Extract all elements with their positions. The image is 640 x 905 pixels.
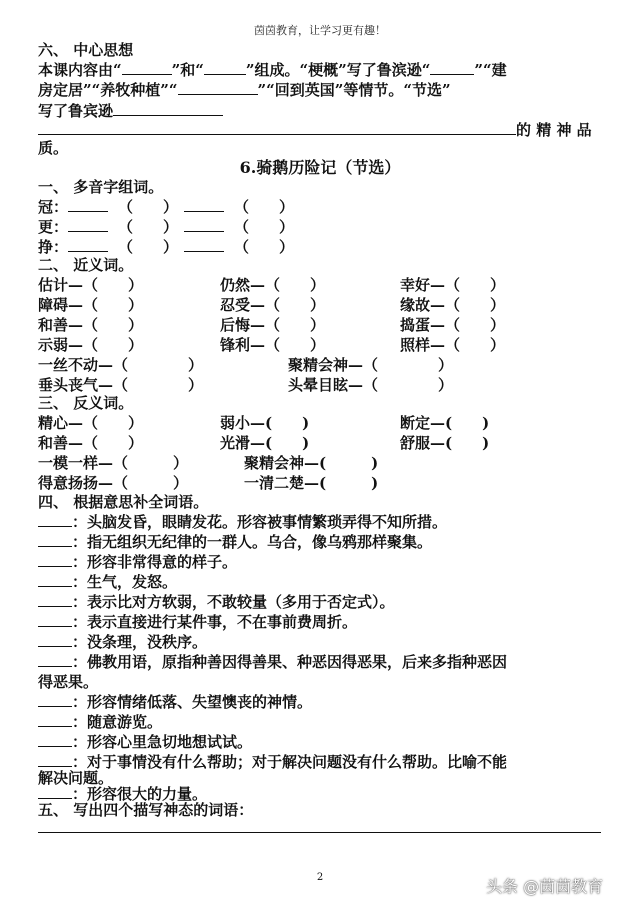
fill-blank[interactable] (184, 237, 224, 252)
antonym-item: 舒服—( ) (400, 434, 490, 452)
polyphone-row (38, 237, 294, 257)
synonym-item: 捣蛋—（ ） (400, 316, 506, 334)
antonym-item: 断定—( ) (400, 414, 490, 432)
section6-line3 (38, 101, 223, 121)
text: 写了鲁宾逊 (38, 102, 114, 120)
definition-text: ：没条理，没秩序。 (72, 633, 208, 651)
synonym-item: 锋利—（ ） (220, 336, 326, 354)
part4-heading: 四、 根据意思补全词语。 (38, 493, 209, 511)
answer-line[interactable] (38, 832, 601, 833)
fill-blank[interactable] (38, 120, 516, 135)
definition-wrap: 得恶果。 (38, 673, 99, 691)
text: 冠： (38, 198, 69, 216)
page-header: 茵茵教育，让学习更有趣！ (254, 24, 386, 37)
synonym-item: 忍受—（ ） (220, 296, 326, 314)
definition-text: ：头脑发昏，眼睛发花。形容被事情繁琐弄得不知所措。 (72, 513, 448, 531)
definition-text: ：表示比对方软弱，不敢较量（多用于否定式）。 (72, 593, 395, 611)
definition-text: ：形容非常得意的样子。 (72, 553, 238, 571)
fill-blank[interactable] (38, 512, 72, 527)
text: 的 精 神 品 (516, 121, 592, 139)
part5-heading: 五、 写出四个描写神态的词语： (38, 801, 254, 819)
definition-text: ：表示直接进行某件事，不在事前费周折。 (72, 613, 358, 631)
definition-text: ：形容情绪低落、失望懊丧的神情。 (72, 693, 313, 711)
text: ”“回到英国”等情节。“节选” (257, 81, 451, 99)
synonym-item: 示弱—（ ） (38, 336, 144, 354)
definition-item (38, 712, 162, 732)
definition-item (38, 612, 357, 632)
section6-line4 (38, 120, 592, 140)
polyphone-row (38, 217, 294, 237)
text: ”组成。“梗概”写了鲁滨逊“ (245, 61, 431, 79)
synonym-item: 幸好—（ ） (400, 276, 506, 294)
antonym-item: 精心—（ ） (38, 414, 144, 432)
synonym-item: 障碍—（ ） (38, 296, 144, 314)
polyphone-row (38, 197, 294, 217)
antonym-item: 光滑—( ) (220, 434, 310, 452)
text: 更： (38, 218, 69, 236)
synonym-item: 头晕目眩—（ ） (288, 376, 454, 394)
text: 房定居”“养牧种植”“ (38, 81, 178, 99)
antonym-item: 弱小—( ) (220, 414, 310, 432)
definition-item (38, 532, 432, 552)
synonym-item: 和善—（ ） (38, 316, 144, 334)
antonym-item: 和善—（ ） (38, 434, 144, 452)
section6-line5: 质。 (38, 139, 69, 157)
fill-blank[interactable] (113, 101, 223, 116)
fill-blank[interactable] (38, 552, 72, 567)
synonym-item: 照样—（ ） (400, 336, 506, 354)
text: ”“建 (474, 61, 507, 79)
fill-blank[interactable] (38, 652, 72, 667)
fill-blank[interactable] (68, 237, 108, 252)
definition-item (38, 692, 312, 712)
antonym-item: 一清二楚—( ) (244, 474, 379, 492)
fill-blank[interactable] (38, 692, 72, 707)
part1-heading: 一、 多音字组词。 (38, 178, 164, 196)
section6-line1 (38, 60, 507, 80)
synonym-item: 估计—（ ） (38, 276, 144, 294)
fill-blank[interactable] (38, 632, 72, 647)
definition-item (38, 552, 237, 572)
antonym-item: 一模一样—（ ） (38, 454, 189, 472)
text: （ ） (234, 238, 295, 256)
text: （ ） (234, 198, 295, 216)
fill-blank[interactable] (430, 60, 474, 75)
synonym-item: 一丝不动—（ ） (38, 356, 204, 374)
page-number: 2 (316, 872, 324, 883)
antonym-item: 聚精会神—( ) (244, 454, 379, 472)
section6-line2 (38, 80, 451, 100)
synonym-item: 垂头丧气—（ ） (38, 376, 204, 394)
fill-blank[interactable] (38, 572, 72, 587)
text: （ ） (118, 238, 179, 256)
fill-blank[interactable] (184, 197, 224, 212)
synonym-item: 仍然—（ ） (220, 276, 326, 294)
definition-text: ：生气，发怒。 (72, 573, 178, 591)
part2-heading: 二、 近义词。 (38, 256, 134, 274)
watermark: 头条 @茵茵教育 (486, 877, 604, 896)
definition-item (38, 572, 177, 592)
fill-blank[interactable] (178, 80, 258, 95)
lesson-title: 6.骑鹅历险记（节选） (239, 158, 401, 177)
fill-blank[interactable] (204, 60, 246, 75)
text: ”和“ (171, 61, 204, 79)
definition-item (38, 592, 395, 612)
definition-item (38, 732, 252, 752)
section6-heading: 六、 中心思想 (38, 41, 134, 59)
antonym-item: 得意扬扬—（ ） (38, 474, 189, 492)
definition-wrap: 解决问题。 (38, 769, 114, 787)
fill-blank[interactable] (38, 712, 72, 727)
definition-text: ：随意游览。 (72, 713, 163, 731)
fill-blank[interactable] (38, 612, 72, 627)
synonym-item: 聚精会神—（ ） (288, 356, 454, 374)
fill-blank[interactable] (184, 217, 224, 232)
fill-blank[interactable] (38, 592, 72, 607)
fill-blank[interactable] (68, 217, 108, 232)
text: （ ） (234, 218, 295, 236)
fill-blank[interactable] (68, 197, 108, 212)
definition-text: ：佛教用语，原指种善因得善果、种恶因得恶果，后来多指种恶因 (72, 653, 508, 671)
text: （ ） (118, 218, 179, 236)
definition-text: ：对于事情没有什么帮助；对于解决问题没有什么帮助。比喻不能 (72, 753, 508, 771)
fill-blank[interactable] (38, 532, 72, 547)
text: 挣： (38, 238, 69, 256)
synonym-item: 缘故—（ ） (400, 296, 506, 314)
text: 本课内容由“ (38, 61, 122, 79)
synonym-item: 后悔—（ ） (220, 316, 326, 334)
definition-item (38, 632, 207, 652)
definition-text: ：指无组织无纪律的一群人。乌合，像乌鸦那样聚集。 (72, 533, 433, 551)
text: （ ） (118, 198, 179, 216)
fill-blank[interactable] (122, 60, 172, 75)
part3-heading: 三、 反义词。 (38, 394, 134, 412)
definition-item (38, 512, 447, 532)
fill-blank[interactable] (38, 752, 72, 767)
definition-text: ：形容很大的力量。 (72, 785, 208, 803)
definition-item (38, 652, 507, 672)
fill-blank[interactable] (38, 732, 72, 747)
definition-text: ：形容心里急切地想试试。 (72, 733, 253, 751)
